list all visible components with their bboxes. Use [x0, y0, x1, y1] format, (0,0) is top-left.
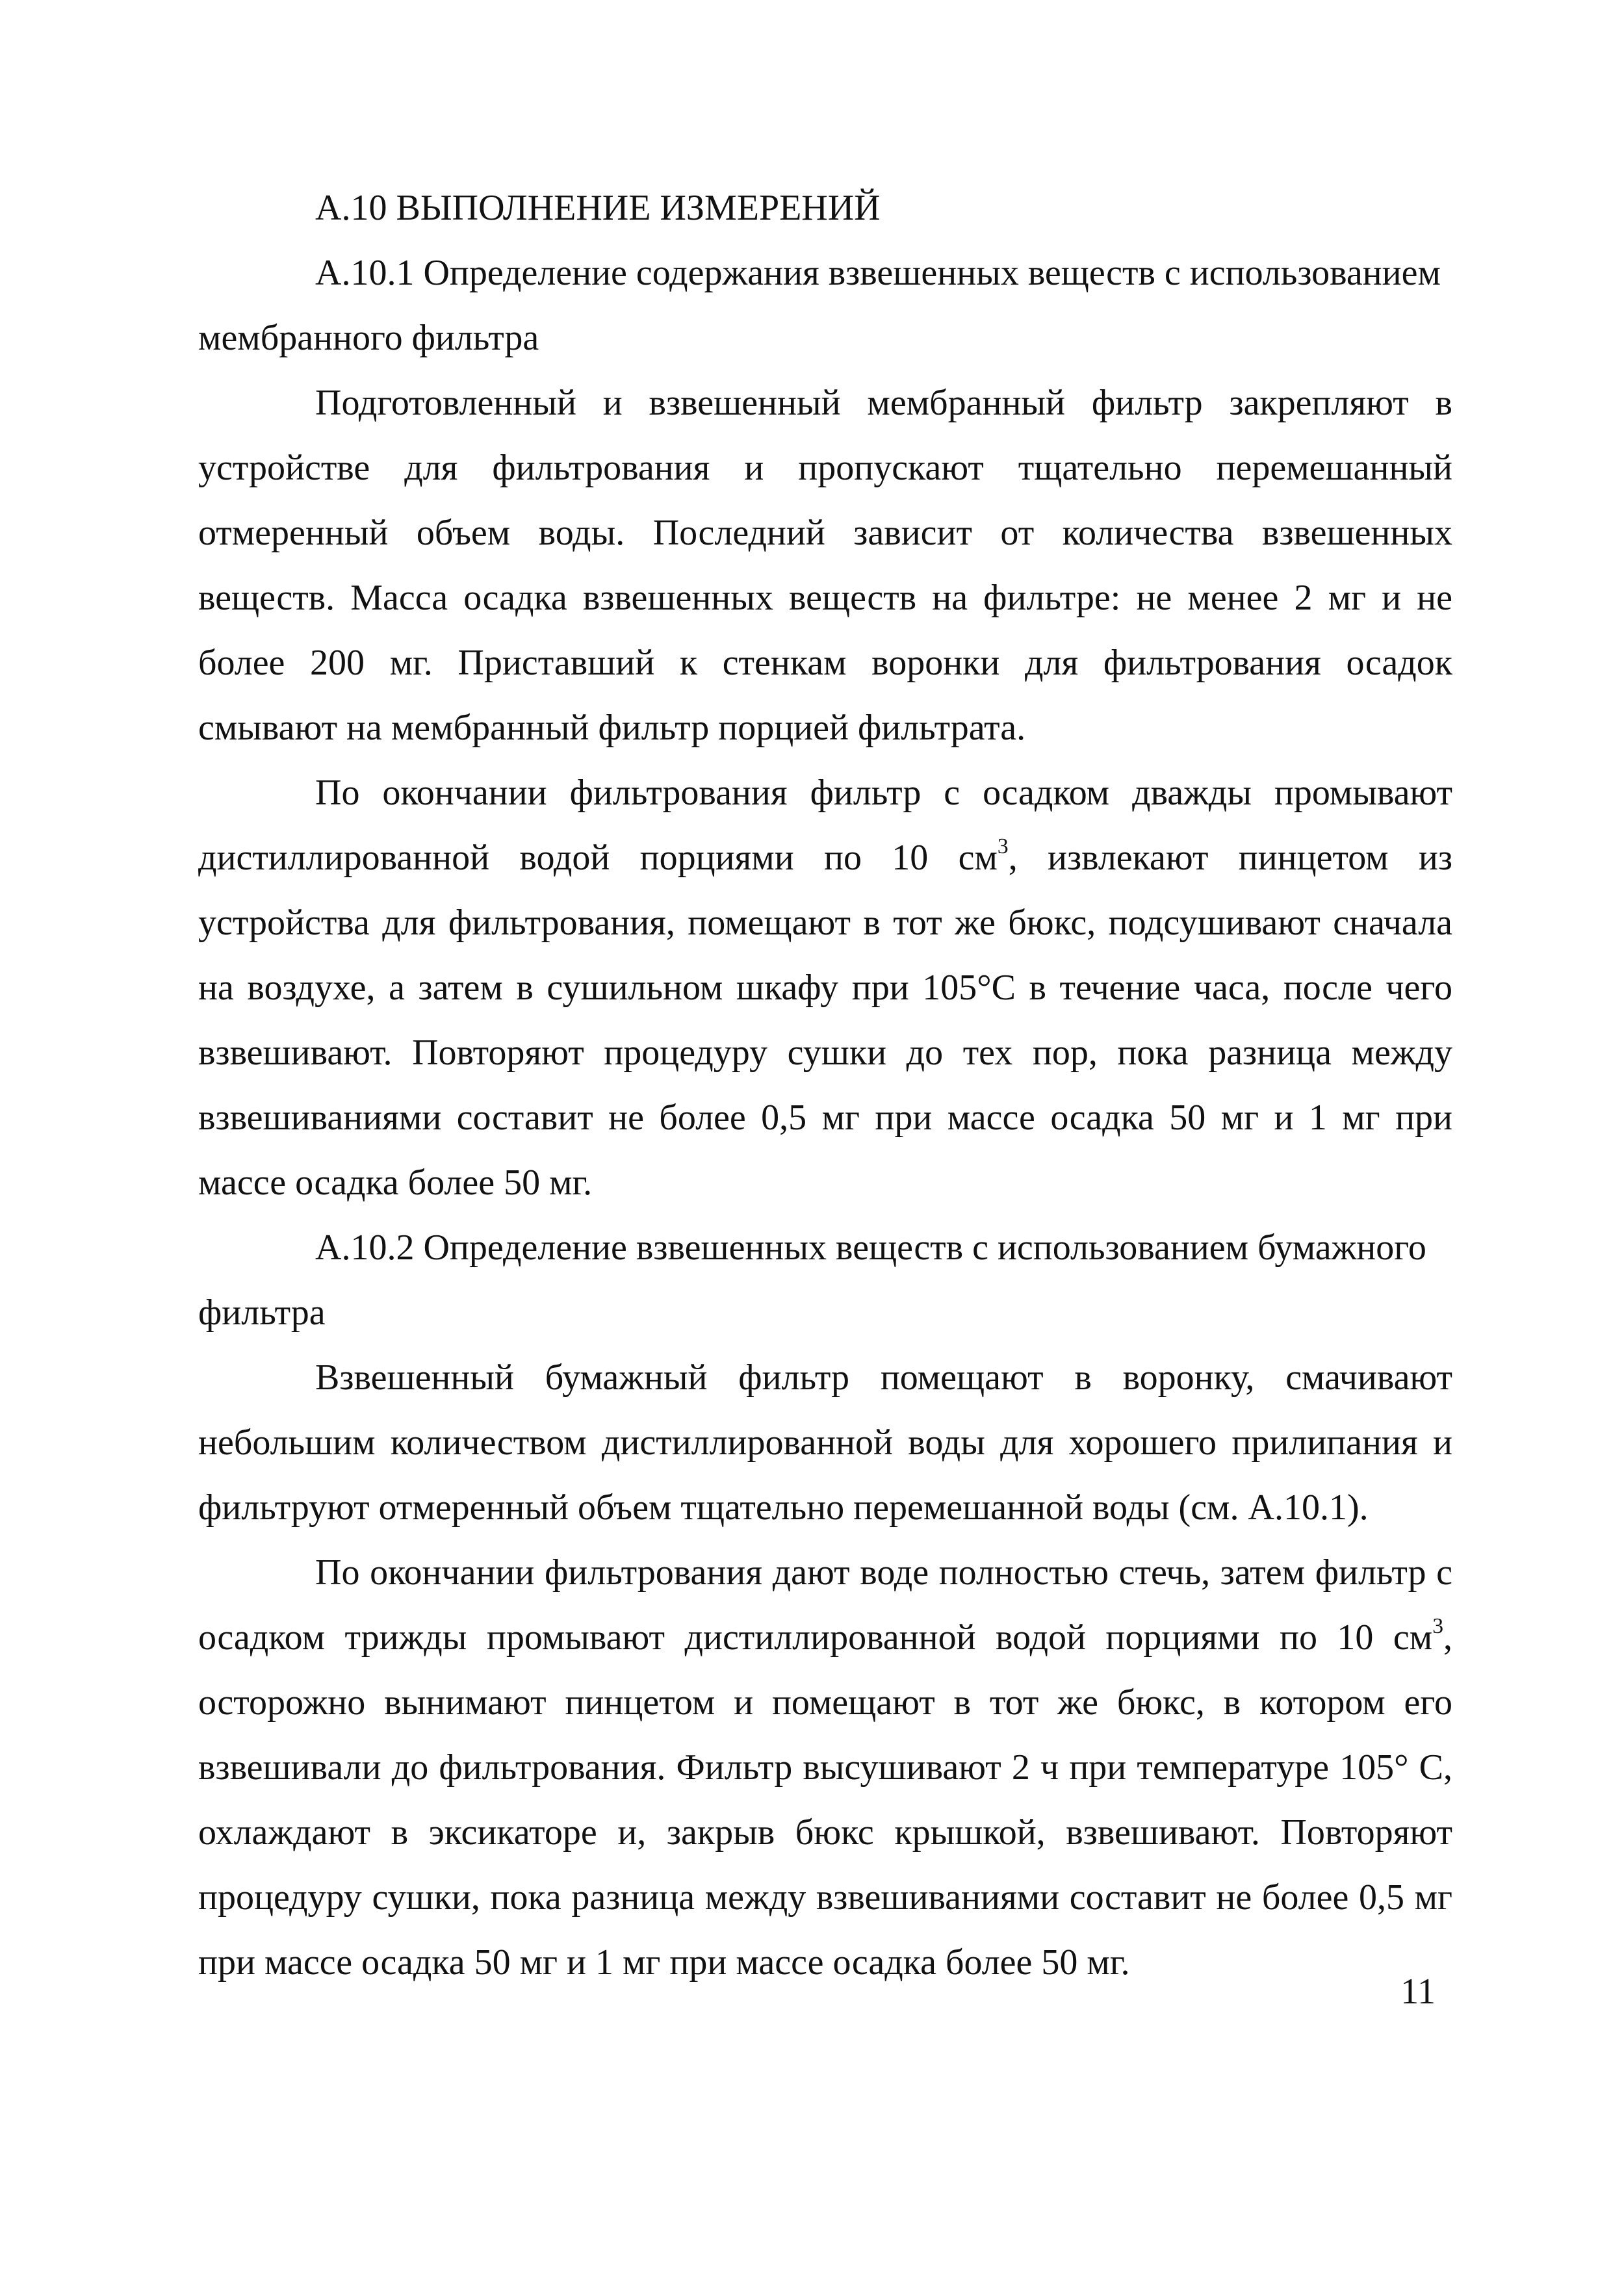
subsection-1-paragraph-2-text-b: , извлекают пинцетом из устройства для фильтрования, помещают в тот же бюкс, подсушивают сначала на воздухе, а затем в сушильном шкафу при 105°С в течение часа, после чего взвешивают. Повторяют процедуру сушки до тех пор, пока разница между взвешиваниями составит не более 0,5 мг при массе осадка 50 мг и 1 мг при массе осадка более 50 мг. [198, 838, 1452, 1203]
cubic-superscript: 3 [997, 834, 1009, 858]
page-number: 11 [1400, 1972, 1436, 2012]
subsection-2-title: А.10.2 Определение взвешенных веществ с использованием бумажного фильтра [198, 1227, 1426, 1333]
section-heading: А.10 ВЫПОЛНЕНИЕ ИЗМЕРЕНИЙ [315, 188, 881, 228]
subsection-1-paragraph-1: Подготовленный и взвешенный мембранный фильтр закрепляют в устройстве для фильтрования и пропускают тщательно перемешанный отмеренный объем воды. Последний зависит от количества взвешенных веществ. Масса осадка взвешенных веществ на фильтре: не менее 2 мг и не более 200 мг. Приставший к стенкам воронки для фильтрования осадок смывают на мембранный фильтр порцией фильтрата. [198, 383, 1452, 748]
subsection-2-paragraph-2 [198, 1540, 1452, 1995]
document-body [198, 175, 1452, 1995]
subsection-2-paragraph-2-text-b: , осторожно вынимают пинцетом и помещают в тот же бюкс, в котором его взвешивали до фильтрования. Фильтр высушивают 2 ч при температуре 105° С, охлаждают в эксикаторе и, закрыв бюкс крышкой, взвешивают. Повторяют процедуру сушки, пока разница между взвешиваниями составит не более 0,5 мг при массе осадка 50 мг и 1 мг при массе осадка более 50 мг. [198, 1617, 1452, 1983]
subsection-1-paragraph-2-text-a: По окончании фильтрования фильтр с осадком дважды промывают дистиллированной водой порциями по 10 см [198, 773, 1452, 878]
subsection-2-paragraph-2-text-a: По окончании фильтрования дают воде полностью стечь, затем фильтр с осадком трижды промывают дистиллированной водой порциями по 10 см [198, 1552, 1452, 1658]
subsection-2-paragraph-1: Взвешенный бумажный фильтр помещают в воронку, смачивают небольшим количеством дистиллированной воды для хорошего прилипания и фильтруют отмеренный объем тщательно перемешанной воды (см. А.10.1). [198, 1357, 1452, 1528]
cubic-superscript: 3 [1432, 1613, 1443, 1638]
subsection-1-title: А.10.1 Определение содержания взвешенных веществ с использованием мембранного фильтра [198, 253, 1441, 358]
subsection-1-paragraph-2 [198, 760, 1452, 1215]
